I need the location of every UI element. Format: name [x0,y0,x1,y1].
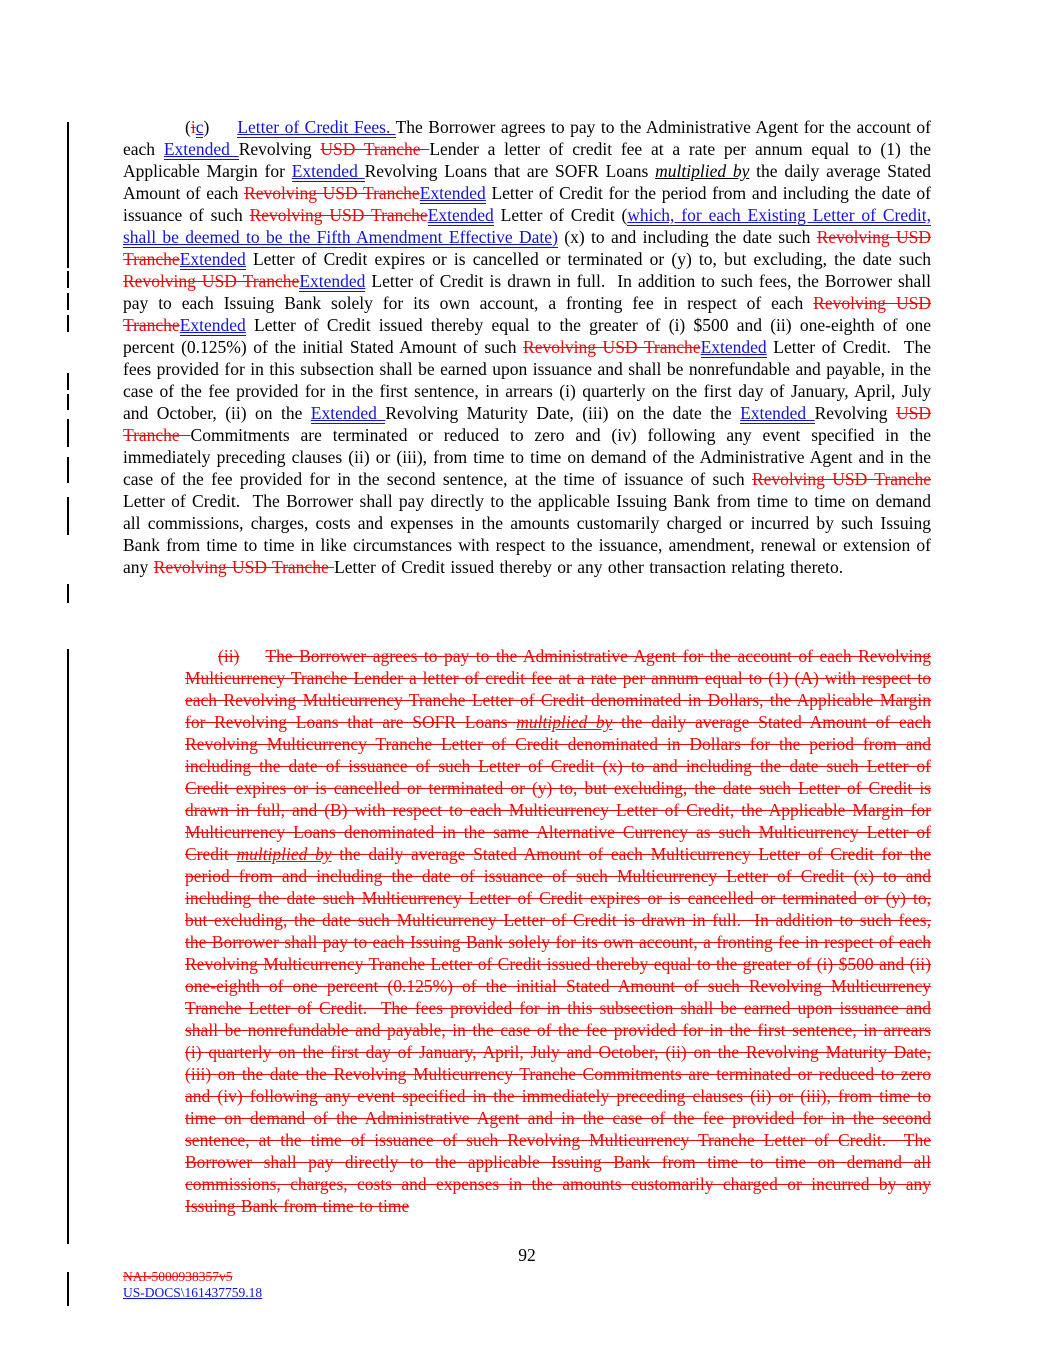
paragraph-clause-ii-deleted [185,645,931,1217]
text-run-i: Extended [419,183,486,203]
text-run-d: Revolving USD Tranche [123,271,300,291]
text-run-n: Letter of Credit for the period from and including the date of issuance of such [123,183,931,225]
change-bar [67,271,69,288]
text-run-n: Letter of Credit. The Borrower shall pay directly to the applicable Issuing Bank from time to time on demand all commissions, charges, costs and expenses in the amounts customarily charged or incurred by such Issuing Bank from time to time in like circumstances with respect to the issuance, amendment, renewal or extension of any [123,491,931,577]
text-run-d: USD Tranche [123,403,931,445]
text-run-i: Extended [163,139,239,159]
text-run-i: c [195,117,204,137]
change-bar [67,315,69,332]
text-run-i: Extended [291,161,365,181]
text-run-n: ) [203,117,210,137]
text-run-d: Revolving USD Tranche [249,205,428,225]
text-run-n: the daily average Stated Amount of each [123,161,932,203]
page-number: 92 [518,1245,536,1265]
text-run-n: ( [185,117,191,137]
text-run-dit: multiplied by [516,712,613,732]
change-bar [67,419,69,447]
text-run-i: Extended [700,337,767,357]
footer-doc-id-deleted: NAI-5000938357v5 [123,1269,233,1284]
change-bar [67,373,69,390]
footer-doc-id-current: US-DOCS\161437759.18 [123,1285,263,1300]
text-run-d: Revolving USD Tranche [523,337,701,357]
text-run-it: multiplied by [655,161,750,181]
text-run-n: Letter of Credit ( [493,205,628,225]
text-run-n: (x) to and including the date such [557,227,817,247]
change-bar [67,584,69,603]
text-run-d: Revolving USD Tranche [153,557,335,577]
text-run-i: Extended [179,249,246,269]
text-run-n: Commitments are terminated or reduced to zero and (iv) following any event specified in the immediately preceding clauses (ii) or (iii), from time to time on demand of the Administrative Agent and in the case of the fee provided for in the second sentence, at the time of issuance of such [123,425,931,489]
text-run-i: Extended [740,403,815,423]
text-run-n: Letter of Credit. The fees provided for in this subsection shall be earned upon issuance and shall be nonrefundable and payable, in the case of the fee provided for in the first sentence, in arrears (i) quarterly on the first day of January, April, July and October, (ii) on the [123,337,931,423]
paragraph-letter-of-credit-fees [123,116,931,578]
text-run-n: Revolving Loans that are SOFR Loans [364,161,656,181]
change-bar [67,1272,69,1306]
text-run-n: The Borrower agrees to pay to the Administrative Agent for the account of each [123,117,931,159]
change-bar [67,394,69,410]
text-run-d: The Borrower agrees to pay to the Administrative Agent for the account of each Revolving Multicurrency Tranche Lender a letter of credit fee at a rate per annum equal to (1) (A) with respect to each Revolving Multicurrency Tranche Letter of Credit denominated in Dollars, the Applicable Margin for Revolving Loans that are SOFR Loans [185,646,931,732]
text-run-i: Extended [310,403,386,423]
text-run-n: Lender a letter of credit fee at a rate per annum equal to (1) the Applicable Margin for [123,139,931,181]
change-bar [67,497,69,535]
text-run-d: the daily average Stated Amount of each Multicurrency Letter of Credit for the period from and including the date of issuance of such Multicurrency Letter of Credit (x) to and including the date such Multicurrency Letter of Credit expires or is cancelled or terminated or (y) to, but excluding, the date such Multicurrency Letter of Credit is drawn in full. In addition to such fees, the Borrower shall pay to each Issuing Bank solely for its own account, a fronting fee in respect of each Revolving Multicurrency Tranche Letter of Credit issued thereby equal to the greater of (i) $500 and (ii) one-eighth of one percent (0.125%) of the initial Stated Amount of such Revolving Multicurrency Tranche Letter of Credit. The fees provided for in this subsection shall be earned upon issuance and shall be nonrefundable and payable, in the case of the fee provided for in the first sentence, in arrears (i) quarterly on the first day of January, April, July and October, (ii) on the Revolving Maturity Date, (iii) on the date the Revolving Multicurrency Tranche Commitments are terminated or reduced to zero and (iv) following any event specified in the immediately preceding clauses (ii) or (iii), from time to time on demand of the Administrative Agent and in the case of the fee provided for in the second sentence, at the time of issuance of such Revolving Multicurrency Tranche Letter of Credit. The Borrower shall pay directly to the applicable Issuing Bank from time to time on demand all commissions, charges, costs and expenses in the amounts customarily charged or incurred by any Issuing Bank from time to time [185,844,931,1216]
text-run-n: Revolving Maturity Date, (iii) on the date the [385,403,741,423]
text-run-d: Revolving USD Tranche [123,293,931,335]
change-bar [67,122,69,268]
text-run-d: Revolving USD Tranche [123,227,931,269]
text-run-i: Extended [427,205,494,225]
text-run-d: (ii) [218,646,240,666]
text-run-n: Revolving [814,403,896,423]
change-bar [67,649,69,1244]
text-run-i: which, for each Existing Letter of Credit, shall be deemed to be the Fifth Amendment Effective Date) [123,205,931,247]
footer-doc-ids [123,1269,262,1301]
text-run-d: Revolving USD Tranche [751,469,931,489]
change-bar [67,457,69,483]
change-bar [67,293,69,310]
text-run-n: Revolving [238,139,321,159]
text-run-d: the daily average Stated Amount of each Revolving Multicurrency Tranche Letter of Credit denominated in Dollars for the period from and including the date of issuance of such Letter of Credit (x) to and including the date such Letter of Credit expires or is cancelled or terminated or (y) to, but excluding, the date such Letter of Credit is drawn in full, and (B) with respect to each Multicurrency Letter of Credit, the Applicable Margin for Multicurrency Loans denominated in the same Alternative Currency as such Multicurrency Letter of Credit [185,712,931,864]
text-run-d: Revolving USD Tranche [244,183,420,203]
text-run-i: Extended [299,271,366,291]
text-run-n: Letter of Credit issued thereby equal to the greater of (i) $500 and (ii) one-eighth of one percent (0.125%) of the initial Stated Amount of such [123,315,931,357]
text-run-i: Extended [179,315,246,335]
text-run-n: Letter of Credit expires or is cancelled or terminated or (y) to, but excluding, the date such [245,249,931,269]
text-run-n: Letter of Credit is drawn in full. In addition to such fees, the Borrower shall pay to each Issuing Bank solely for its own account, a fronting fee in respect of each [123,271,931,313]
text-run-n: Letter of Credit issued thereby or any other transaction relating thereto. [334,557,844,577]
text-run-dit: multiplied by [236,844,332,864]
text-run-h: Letter of Credit Fees. [237,117,396,137]
text-run-d: i [190,117,196,137]
text-run-d: USD Tranche [320,139,430,159]
